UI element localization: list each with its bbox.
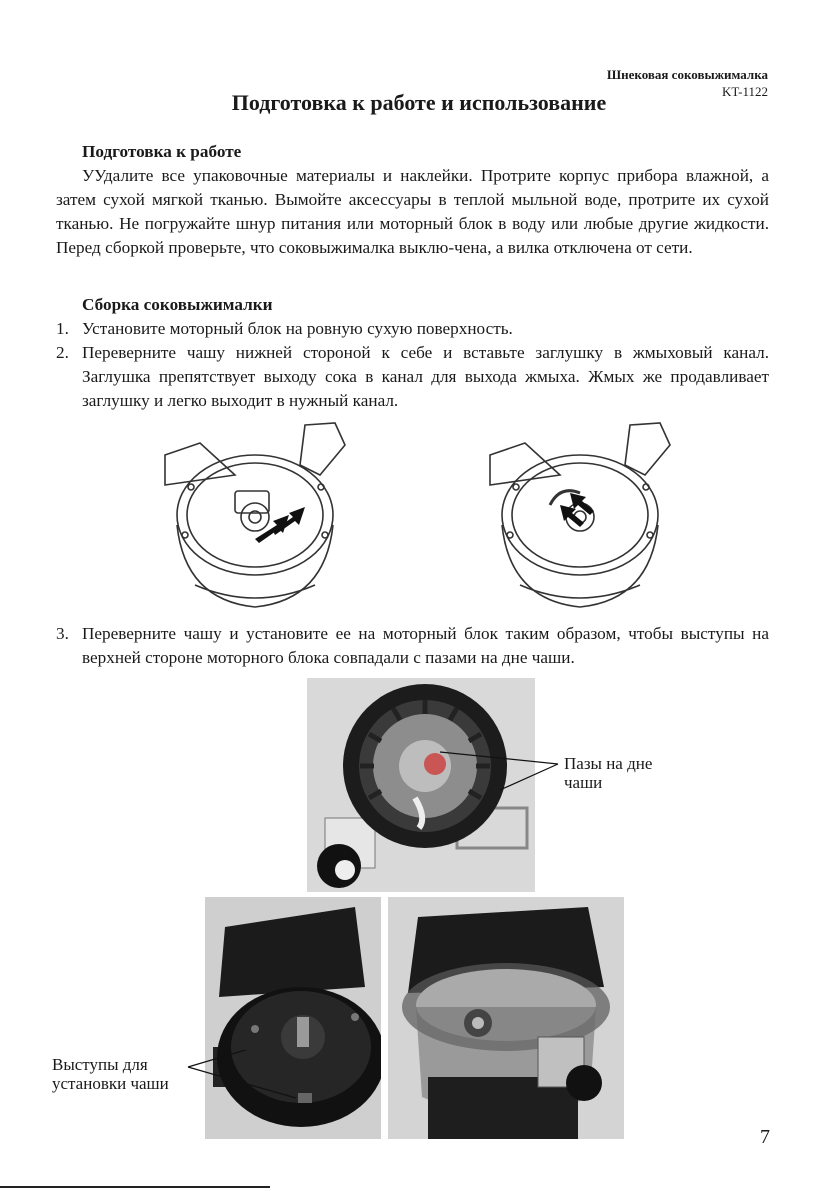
- prep-paragraph: УУдалите все упаковочные материалы и наклейки. Протрите корпус прибора влажной, а затем сухой мягкой тканью. Вымойте аксессуары в теплой мыльной воде, протрите их сухой тканью. Не погружайте шнур питания или моторный блок в воду или любые другие жидкости. Перед сборкой проверьте, что соковыжималка выклю-чена, а вилка отключена от сети.: [56, 166, 769, 257]
- step-number: 1.: [56, 319, 69, 338]
- page-number: 7: [760, 1126, 770, 1148]
- step-text: Установите моторный блок на ровную сухую поверхность.: [82, 319, 513, 338]
- header-model: KT-1122: [722, 84, 768, 99]
- bowl-plug-illustration-1: [155, 415, 355, 615]
- prep-heading: Подготовка к работе: [82, 142, 242, 161]
- step-text: Переверните чашу нижней стороной к себе и вставьте заглушку в жмыховый канал. Заглушка препятствует выходу сока в канал для выхода жмыха. Жмых же продавливает заглушку и легко выходит в нужный канал.: [82, 343, 769, 410]
- assembly-steps-cont: [56, 622, 769, 670]
- ledges-label-line1: Выступы для: [52, 1055, 148, 1074]
- assembly-heading: Сборка соковыжималки: [82, 295, 273, 314]
- list-item: [56, 341, 769, 413]
- step-text: Переверните чашу и установите ее на моторный блок таким образом, чтобы выступы на верхней стороне моторного блока совпадали с пазами на дне чаши.: [82, 624, 769, 667]
- list-item: [56, 317, 769, 341]
- grooves-callout: [440, 738, 680, 798]
- ledges-label-line2: установки чаши: [52, 1074, 169, 1093]
- footer-rule: [0, 1186, 270, 1188]
- grooves-label-line2: чаши: [564, 773, 603, 792]
- assembled-juicer-photo: [388, 897, 624, 1139]
- assembly-section: [56, 293, 769, 413]
- page-title: Подготовка к работе и использование: [231, 90, 607, 115]
- header-product: Шнековая соковыжималка: [606, 67, 768, 82]
- assembly-steps: [56, 317, 769, 413]
- step-number: 2.: [56, 343, 69, 362]
- grooves-label-line1: Пазы на дне: [564, 754, 653, 773]
- step-3-section: [56, 622, 769, 670]
- step-number: 3.: [56, 624, 69, 643]
- bowl-plug-illustration-2: [480, 415, 680, 615]
- list-item: [56, 622, 769, 670]
- prep-section: [56, 140, 769, 260]
- ledges-callout: [52, 1050, 312, 1110]
